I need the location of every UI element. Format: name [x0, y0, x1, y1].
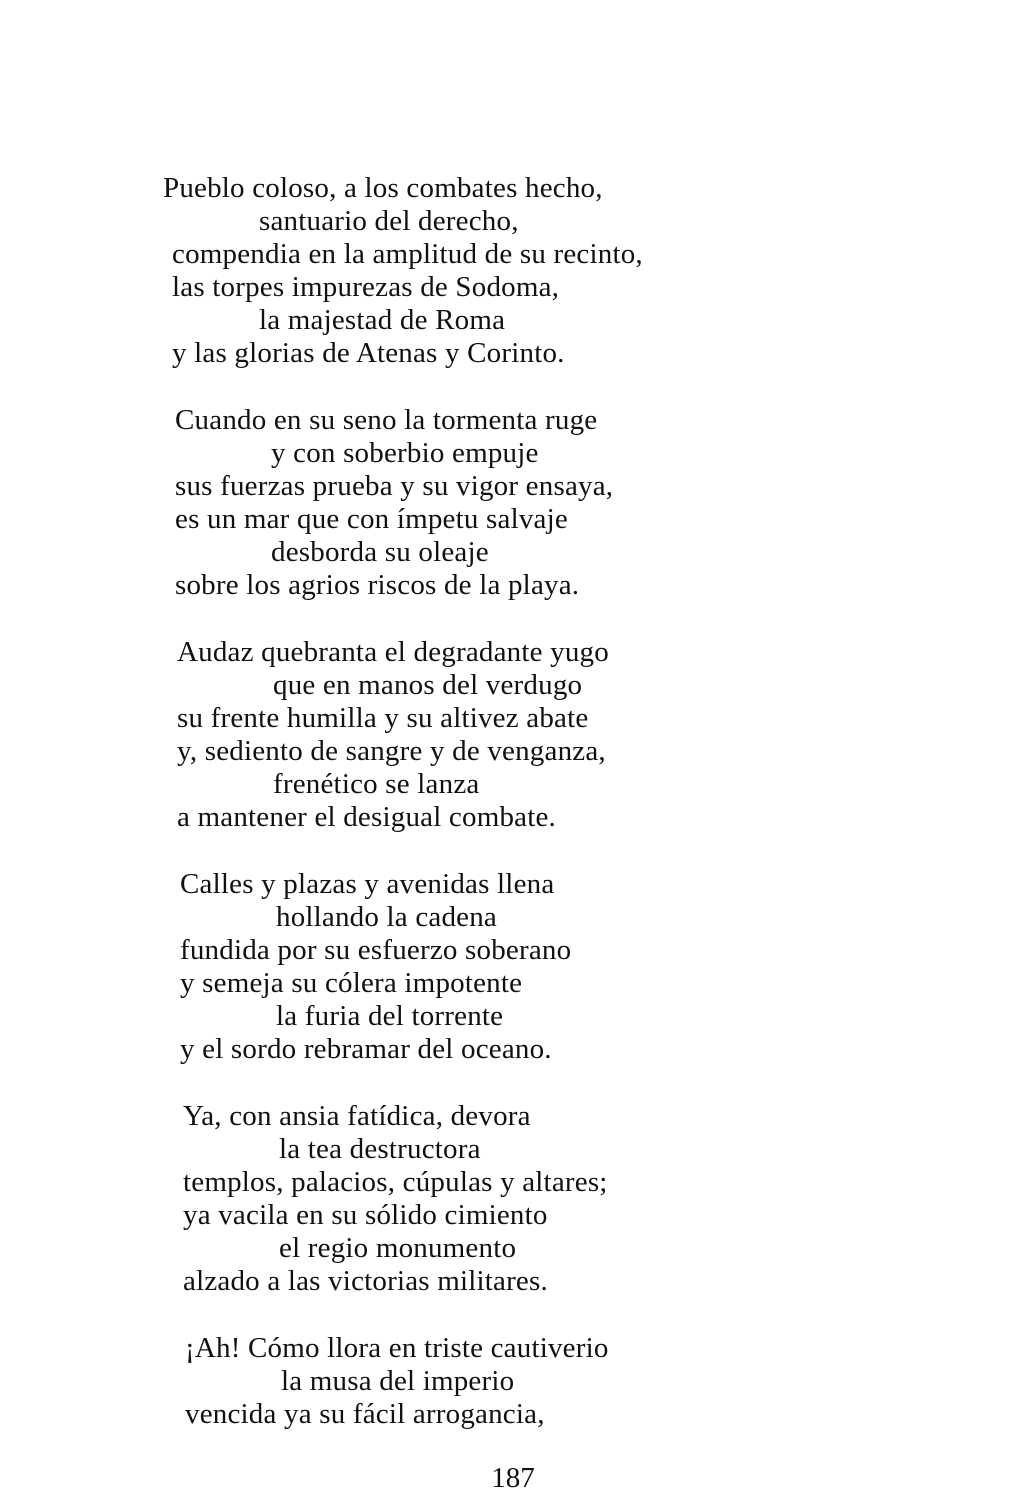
- poem-line: compendia en la amplitud de su recinto,: [172, 238, 643, 270]
- poem-line: fundida por su esfuerzo soberano: [180, 934, 572, 966]
- poem-line: frenético se lanza: [273, 768, 480, 800]
- poem-line: templos, palacios, cúpulas y altares;: [183, 1166, 608, 1198]
- poem-line: es un mar que con ímpetu salvaje: [175, 503, 568, 535]
- poem-line: ya vacila en su sólido cimiento: [183, 1199, 548, 1231]
- poem-line: Pueblo coloso, a los combates hecho,: [163, 172, 603, 204]
- poem-line: Calles y plazas y avenidas llena: [180, 868, 555, 900]
- poem-line: ¡Ah! Cómo llora en triste cautiverio: [185, 1332, 609, 1364]
- page-number: 187: [491, 1462, 535, 1494]
- poem-line: alzado a las victorias militares.: [183, 1265, 548, 1297]
- poem-line: y las glorias de Atenas y Corinto.: [172, 337, 565, 369]
- poem-line: desborda su oleaje: [271, 536, 489, 568]
- stanza-4: [180, 868, 863, 1066]
- poem-line: Cuando en su seno la tormenta ruge: [175, 404, 598, 436]
- poem-line: la majestad de Roma: [259, 304, 506, 336]
- stanza-6: [185, 1332, 863, 1431]
- poem-line: y con soberbio empuje: [271, 437, 539, 469]
- stanza-2: [175, 404, 863, 602]
- stanza-3: [177, 636, 863, 834]
- poem-line: la tea destructora: [279, 1133, 481, 1165]
- poem-line: vencida ya su fácil arrogancia,: [185, 1398, 545, 1430]
- stanza-1: [163, 172, 863, 370]
- poem-line: que en manos del verdugo: [273, 669, 583, 701]
- poem-line: y semeja su cólera impotente: [180, 967, 523, 999]
- poem-line: la furia del torrente: [276, 1000, 504, 1032]
- poem-line: santuario del derecho,: [259, 205, 519, 237]
- poem-line: sobre los agrios riscos de la playa.: [175, 569, 580, 601]
- poem-body: [163, 172, 863, 1465]
- poem-line: su frente humilla y su altivez abate: [177, 702, 589, 734]
- poem-line: Audaz quebranta el degradante yugo: [177, 636, 609, 668]
- poem-line: sus fuerzas prueba y su vigor ensaya,: [175, 470, 614, 502]
- poem-line: el regio monumento: [279, 1232, 517, 1264]
- poem-line: la musa del imperio: [281, 1365, 515, 1397]
- poem-line: las torpes impurezas de Sodoma,: [172, 271, 560, 303]
- poem-line: Ya, con ansia fatídica, devora: [183, 1100, 531, 1132]
- poem-line: y el sordo rebramar del oceano.: [180, 1033, 552, 1065]
- poem-line: hollando la cadena: [276, 901, 498, 933]
- poem-line: y, sediento de sangre y de venganza,: [177, 735, 606, 767]
- stanza-5: [183, 1100, 863, 1298]
- poem-line: a mantener el desigual combate.: [177, 801, 557, 833]
